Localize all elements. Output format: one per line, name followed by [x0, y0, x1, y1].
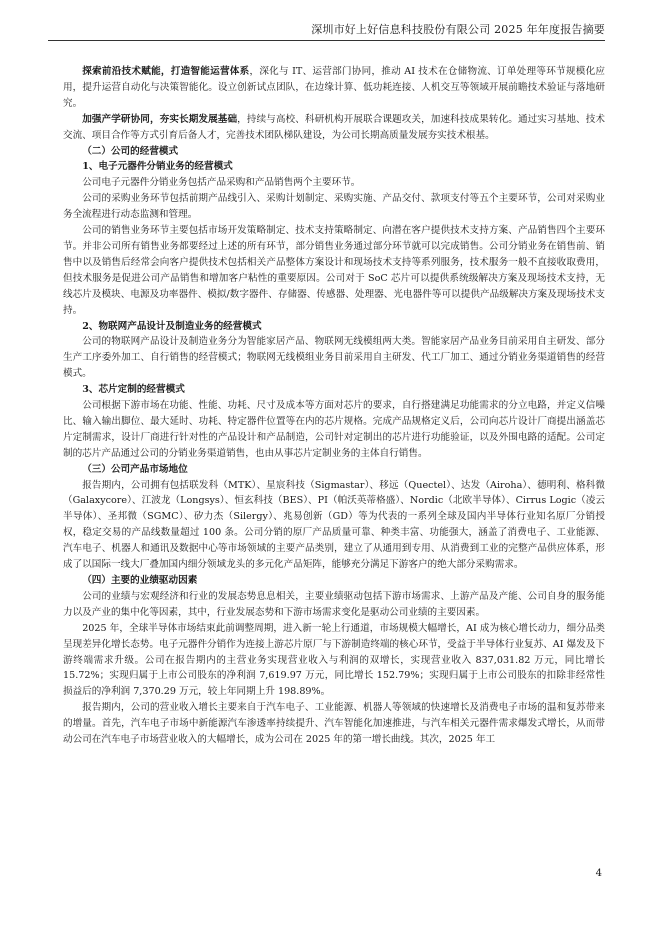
paragraph: 公司的销售业务环节主要包括市场开发策略制定、技术支持策略制定、向潜在客户提供技术支持方案、产品销售四个主要环节。并非公司所有销售业务都要经过上述的所有环节，部分销售业务通过部分环节就可以完成销售。公司分销业务在销售前、销售中以及销售后经常会向客户提供技术包括相关产品整体方案设计和现场技术支持等系列服务，技术服务一般不直接收取费用，但技术服务是促进公司产品销售和增加客户粘性的重要原因。公司对于 SoC 芯片可以提供系统级解决方案及现场技术支持，无线芯片及模块、电源及功率器件、模拟/数字器件、存储器、传感器、处理器、光电器件等可以提供产品级解决方案及现场技术支持。	[63, 225, 605, 316]
document-body	[63, 64, 605, 876]
paragraph: 报告期内，公司拥有包括联发科（MTK）、星宸科技（Sigmastar）、移远（Quectel）、达发（Airoha）、德明利、格科微（Galaxycore）、江波龙（Longsys）、恒玄科技（BES）、PI（帕沃英蒂格盛）、Nordic（北欧半导体）、Cirrus Logic（凌云半导体）、圣邦微（SGMC）、矽力杰（Silergy）、兆易创新（GD）等为代表的一系列全球及国内半导体行业知名原厂分销授权，稳定交易的产品线数量超过 100 条。公司分销的原厂产品质量可靠、种类丰富、功能强大，涵盖了消费电子、工业能源、汽车电子、机器人和通讯及数据中心等市场领域的主要产品类别，建立了从通用到专用、从消费到工业的完整产品供应体系，形成了以国际一线大厂叠加国内细分领域龙头的多元化产品矩阵，能够充分满足下游客户的绝大部分采购需求。	[63, 479, 605, 571]
paragraph: 公司的物联网产品设计及制造业务分为智能家居产品、物联网无线模组两大类。智能家居产品业务目前采用自主研发、部分生产工序委外加工、自行销售的经营模式；物联网无线模组业务目前采用自主研发、代工厂加工、通过分销业务渠道销售的经营模式。	[63, 336, 605, 380]
paragraph: 公司的采购业务环节包括前期产品线引入、采购计划制定、采购实施、产品交付、款项支付等五个主要环节，公司对采购业务全流程进行动态监测和管理。	[63, 193, 605, 221]
paragraph-text: ，持续与高校、科研机构开展联合课题攻关，加速科技成果转化。通过实习基地、技术交流、项目合作等方式引育后备人才，完善技术团队梯队建设，为公司长期高质量发展夯实技术根基。	[63, 113, 605, 141]
paragraph-industry-academia	[63, 112, 605, 144]
subheading-distribution-model: 1、电子元器件分销业务的经营模式	[82, 161, 233, 173]
subheading-chip-custom-model: 3、芯片定制的经营模式	[82, 384, 185, 396]
subheading-iot-model: 2、物联网产品设计及制造业务的经营模式	[82, 320, 262, 332]
page-header	[48, 18, 605, 41]
section-heading-business-model: （二）公司的经营模式	[82, 145, 179, 157]
report-title: 深圳市好上好信息科技股份有限公司 2025 年年度报告摘要	[311, 23, 605, 36]
section-heading-market-position: （三）公司产品市场地位	[82, 463, 188, 475]
paragraph: 公司的业绩与宏观经济和行业的发展态势息息相关，主要业绩驱动包括下游市场需求、上游产品及产能、公司自身的服务能力以及产业的集中化等因素，其中，行业发展态势和下游市场需求变化是驱动公司业绩的主要因素。	[63, 590, 605, 618]
paragraph: 2025 年，全球半导体市场结束此前调整周期，进入新一轮上行通道，市场规模大幅增长，AI 成为核心增长动力，细分品类呈现差异化增长态势。电子元器件分销作为连接上游芯片原厂与下游制造终端的核心环节，受益于半导体行业复苏、AI 爆发及下游终端需求升级。公司在报告期内的主营业务实现营业收入与利润的双增长，实现营业收入 837,031.82 万元，同比增长 15.72%；实现归属于上市公司股东的净利润 7,619.97 万元，同比增长 152.79%；实现归属于上市公司股东的扣除非经常性损益后的净利润 7,370.29 万元，较上年同期上升 198.89%。	[63, 622, 605, 698]
paragraph: 公司根据下游市场在功能、性能、功耗、尺寸及成本等方面对芯片的要求，自行搭建满足功能需求的分立电路，并定义信噪比、输入输出脚位、最大延时、功耗、特定器件位置等在内的芯片规格。完成产品规格定义后，公司向芯片设计厂商提出涵盖芯片定制需求，设计厂商进行针对性的产品设计和产品制造，公司针对定制出的芯片进行功能验证，以及外围电路的适配。公司定制的芯片产品通过公司的分销业务渠道销售，也由从事芯片定制业务的主体自行销售。	[63, 400, 605, 459]
paragraph-lead: 探索前沿技术赋能，打造智能运营体系	[82, 66, 250, 77]
paragraph-lead: 加强产学研协同，夯实长期发展基础	[82, 113, 238, 125]
paragraph-text: ，深化与 IT、运营部门协同，推动 AI 技术在仓储物流、订单处理等环节规模化应用，提升运营自动化与决策智能化。设立创新试点团队，在边缘计算、低功耗连接、人机交互等领域开展前瞻技术验证与落地研究。	[63, 66, 605, 109]
section-heading-drivers: （四）主要的业绩驱动因素	[82, 575, 198, 586]
paragraph-tech-enablement	[63, 64, 605, 112]
paragraph: 报告期内，公司的营业收入增长主要来自于汽车电子、工业能源、机器人等领域的快速增长及消费电子市场的温和复苏带来的增量。首先，汽车电子市场中新能源汽车渗透率持续提升、汽车智能化加速推进，与汽车相关元器件需求爆发式增长，从而带动公司在汽车电子市场营业收入的大幅增长，成为公司在 2025 年的第一增长曲线。其次，2025 年工	[63, 702, 605, 746]
paragraph: 公司电子元器件分销业务包括产品采购和产品销售两个主要环节。	[82, 177, 361, 189]
page-number: 4	[595, 868, 602, 879]
